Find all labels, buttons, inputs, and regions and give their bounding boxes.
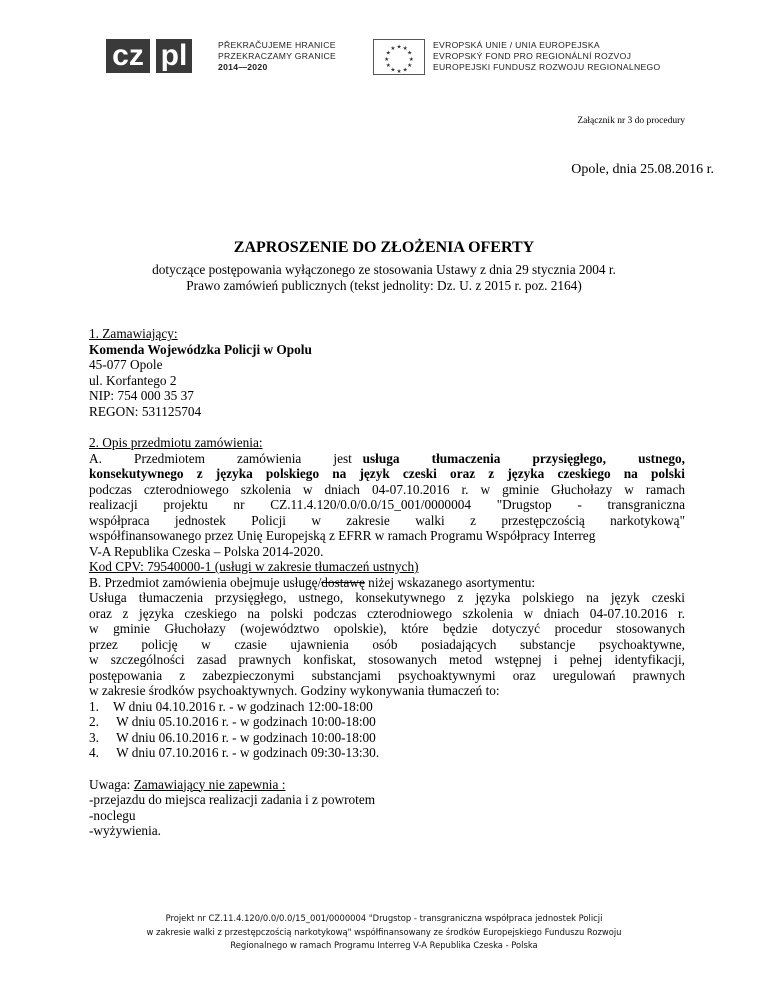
paragraph-a-line: współfinansowanego przez Unię Europejską z EFRR w ramach Programu Współpracy Interreg xyxy=(89,528,596,543)
paragraph-b-start: B. Przedmiot zamówienia obejmuje usługę/ xyxy=(89,574,322,590)
eu-fund-name xyxy=(433,40,661,73)
paragraph-b-line: przez policję w czasie ujawnienia osób posiadających substancje psychoaktywne, xyxy=(89,636,685,652)
svg-text:★: ★ xyxy=(390,46,396,53)
eu-line: EVROPSKÁ UNIE / UNIA EUROPEJSKA xyxy=(433,40,600,50)
note-item: -przejazdu do miejsca realizacji zadania i z powrotem xyxy=(89,792,376,807)
svg-text:★: ★ xyxy=(384,56,390,63)
cpv-code: Kod CPV: 79540000-1 (usługi w zakresie tłumaczeń ustnych) xyxy=(89,559,419,574)
paragraph-a-line: V-A Republika Czeska – Polska 2014-2020. xyxy=(89,543,324,559)
struck-word: dostawę xyxy=(321,574,365,590)
svg-text:★: ★ xyxy=(385,62,391,69)
svg-text:★: ★ xyxy=(396,44,402,51)
paragraph-b-intro xyxy=(89,575,685,591)
eu-flag-icon xyxy=(373,39,425,75)
svg-text:★: ★ xyxy=(407,50,413,57)
note-heading xyxy=(89,777,685,793)
document-subtitle xyxy=(0,262,768,294)
svg-text:★: ★ xyxy=(402,46,408,53)
svg-text:★: ★ xyxy=(402,67,408,74)
schedule-item xyxy=(89,699,685,715)
address-line: 45-077 Opole xyxy=(89,357,163,372)
program-name xyxy=(218,40,336,73)
footer-line: Regionalnego w ramach Programu Interreg V-A Republika Czeska - Polska xyxy=(230,940,538,950)
paragraph-b-line: w gminie Głuchołazy (województwo opolskie), które będzie dotyczyć procedur stosowanych xyxy=(89,621,685,636)
paragraph-a-prefix: A. Przedmiotem zamówienia jest xyxy=(89,450,363,466)
svg-text:★: ★ xyxy=(396,69,402,75)
note-prefix: Uwaga: xyxy=(89,776,134,792)
paragraph-a-line xyxy=(89,451,685,467)
footer-line: Projekt nr CZ.11.4.120/0.0/0.0/15_001/0000004 "Drugstop - transgraniczna współpraca jednostek Policji xyxy=(165,913,603,923)
paragraph-b-end: niżej wskazanego asortymentu: xyxy=(364,574,536,590)
svg-text:★: ★ xyxy=(385,50,391,57)
place-date: Opole, dnia 25.08.2016 r. xyxy=(571,162,714,177)
paragraph-b-line: w szczególności zasad prawnych konfiskat, stosowanych metod wstępnej i pełnej identyfikacji, xyxy=(89,652,685,667)
paragraph-b-line: Usługa tłumaczenia przysięgłego, ustnego, konsekutywnego z języka polskiego na język czeski xyxy=(89,590,685,605)
paragraph-a-line: realizacji projektu nr CZ.11.4.120/0.0/0.0/15_001/0000004 "Drugstop - transgraniczna xyxy=(89,497,685,512)
program-line: 2014—2020 xyxy=(218,62,268,72)
schedule-text: W dniu 07.10.2016 r. - w godzinach 09:30-13:30. xyxy=(113,745,380,760)
schedule-number: 2. xyxy=(89,714,99,729)
note-item: -noclegu xyxy=(89,807,136,823)
subtitle-line: Prawo zamówień publicznych (tekst jednolity: Dz. U. z 2015 r. poz. 2164) xyxy=(186,278,582,293)
eu-line: EVROPSKÝ FOND PRO REGIONÁLNÍ ROZVOJ xyxy=(433,51,632,61)
program-line: PŘEKRAČUJEME HRANICE xyxy=(218,40,336,50)
regon-line: REGON: 531125704 xyxy=(89,403,202,419)
program-line: PRZEKRACZAMY GRANICE xyxy=(218,51,337,61)
schedule-number: 1. xyxy=(89,698,99,714)
paragraph-a-line: współpraca jednostek Policji w zakresie walki z przestępczością narkotykową" xyxy=(89,512,685,528)
contracting-authority-name: Komenda Wojewódzka Policji w Opolu xyxy=(89,341,312,357)
section-1-heading: 1. Zamawiający: xyxy=(89,326,178,341)
page-footer xyxy=(0,912,768,953)
schedule-number: 4. xyxy=(89,745,99,760)
address-line: ul. Korfantego 2 xyxy=(89,372,177,388)
schedule-text: W dniu 04.10.2016 r. - w godzinach 12:00-18:00 xyxy=(113,698,373,714)
nip-line: NIP: 754 000 35 37 xyxy=(89,388,194,403)
paragraph-b-line: w zakresie środków psychoaktywnych. Godziny wykonywania tłumaczeń to: xyxy=(89,683,500,698)
svg-text:★: ★ xyxy=(390,67,396,74)
note-item: -wyżywienia. xyxy=(89,823,161,838)
svg-text:★: ★ xyxy=(407,62,413,69)
document-title: ZAPROSZENIE DO ZŁOŻENIA OFERTY xyxy=(233,239,535,256)
logo-cz: cz xyxy=(106,39,150,73)
note-underlined: Zamawiający nie zapewnia : xyxy=(133,776,286,792)
paragraph-a-line: podczas czterodniowego szkolenia w dniach 04-07.10.2016 r. w gminie Głuchołazy w ramach xyxy=(89,481,685,497)
service-description-bold: usługa tłumaczenia przysięgłego, ustnego, xyxy=(362,450,685,466)
schedule-item xyxy=(89,714,685,730)
section-2-heading: 2. Opis przedmiotu zamówienia: xyxy=(89,435,263,450)
header xyxy=(106,38,706,88)
schedule-text: W dniu 06.10.2016 r. - w godzinach 10:00-18:00 xyxy=(113,729,376,745)
paragraph-b-line: postępowania z zabezpieczonymi substancjami psychoaktywnymi oraz uregulowań prawnych xyxy=(89,667,685,683)
schedule-item xyxy=(89,745,685,761)
schedule-item xyxy=(89,730,685,746)
subtitle-line: dotyczące postępowania wyłączonego ze stosowania Ustawy z dnia 29 stycznia 2004 r. xyxy=(152,262,616,277)
schedule-text: W dniu 05.10.2016 r. - w godzinach 10:00-18:00 xyxy=(113,714,376,729)
eu-line: EUROPEJSKI FUNDUSZ ROZWOJU REGIONALNEGO xyxy=(433,62,661,72)
svg-text:★: ★ xyxy=(408,56,414,63)
footer-line: w zakresie walki z przestępczością narkotykową" współfinansowany ze środków Europejskiego Funduszu Rozwoju xyxy=(146,926,622,937)
schedule-number: 3. xyxy=(89,729,99,745)
paragraph-b-line: oraz z języka czeskiego na polski podczas czterodniowego szkolenia w dniach 04-07.10.2016 r. xyxy=(89,605,685,621)
service-description-bold: konsekutywnego z języka polskiego na język czeski oraz z języka czeskiego na polski xyxy=(89,466,685,481)
czpl-logo xyxy=(106,39,192,73)
document-body xyxy=(89,326,685,839)
attachment-note: Załącznik nr 3 do procedury xyxy=(577,116,685,126)
logo-pl: pl xyxy=(156,39,192,73)
